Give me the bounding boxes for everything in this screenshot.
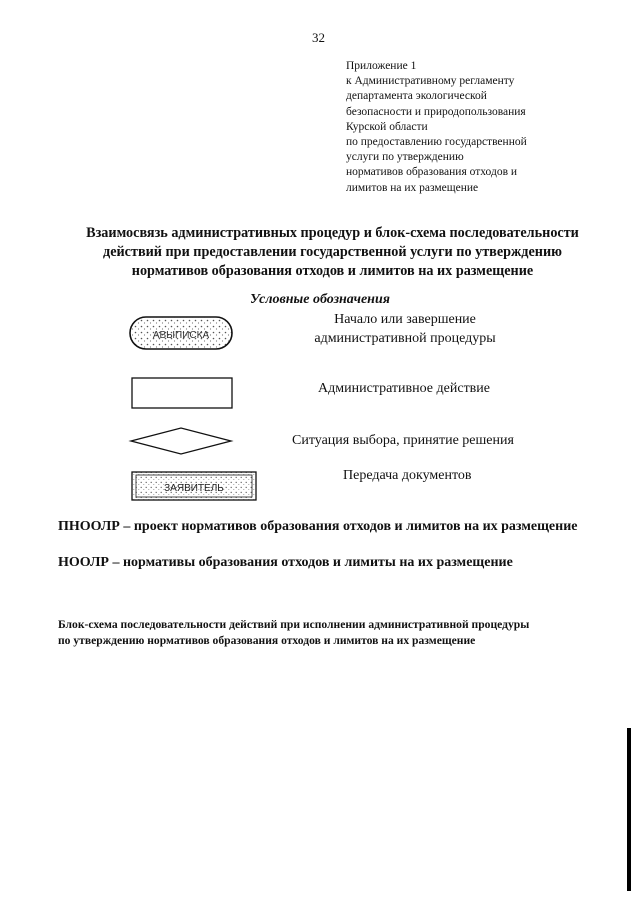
- abbreviation-pnoolr: [58, 517, 618, 536]
- legend-start-end-label: [300, 310, 510, 348]
- appendix-line: департамента экологической: [346, 90, 487, 103]
- oval-label: АВЫПИСКА: [152, 330, 210, 341]
- legend-line: административной процедуры: [314, 331, 496, 346]
- legend-transfer-label: Передача документов: [343, 468, 472, 483]
- start-end-oval-symbol: [128, 313, 234, 353]
- appendix-line: нормативов образования отходов и: [346, 166, 518, 179]
- appendix-line: Курской области: [346, 120, 428, 133]
- title-line: нормативов образования отходов и лимитов на их размещение: [131, 263, 534, 279]
- page-number: 32: [312, 30, 325, 45]
- appendix-header: [346, 59, 606, 196]
- appendix-line: услуги по утверждению: [346, 151, 464, 164]
- document-title: [40, 224, 625, 281]
- legend-heading: Условные обозначения: [250, 292, 390, 307]
- abbreviation-definition: – нормативы образования отходов и лимиты на их размещение: [108, 555, 513, 570]
- legend-action-label: Административное действие: [318, 381, 490, 396]
- flowchart-title-line: Блок-схема последовательности действий при исполнении административной процедуры: [58, 618, 530, 631]
- title-line: Взаимосвязь административных процедур и блок-схема последовательности: [86, 225, 579, 241]
- transfer-label: ЗАЯВИТЕЛЬ: [164, 483, 224, 494]
- flowchart-title-line: по утверждению нормативов образования отходов и лимитов на их размещение: [58, 634, 476, 647]
- action-rect-symbol: [130, 376, 236, 410]
- margin-bar: [627, 728, 631, 891]
- appendix-line: по предоставлению государственной: [346, 136, 527, 149]
- abbreviation-definition: – проект нормативов образования отходов и лимитов на их размещение: [119, 519, 578, 534]
- appendix-line: Приложение 1: [346, 60, 417, 72]
- decision-diamond-symbol: [128, 426, 234, 456]
- appendix-line: лимитов на их размещение: [346, 181, 479, 194]
- legend-decision-label: Ситуация выбора, принятие решения: [292, 433, 514, 448]
- abbreviation-term: ПНООЛР: [58, 519, 120, 534]
- title-line: действий при предоставлении государственной услуги по утверждению: [103, 244, 562, 260]
- appendix-line: безопасности и природопользования: [346, 105, 526, 118]
- legend-line: Начало или завершение: [334, 312, 476, 327]
- abbreviation-term: НООЛР: [58, 555, 109, 570]
- appendix-line: к Административному регламенту: [346, 75, 515, 88]
- transfer-documents-symbol: [130, 466, 260, 504]
- abbreviation-noolr: [58, 553, 618, 572]
- flowchart-title: [58, 617, 618, 649]
